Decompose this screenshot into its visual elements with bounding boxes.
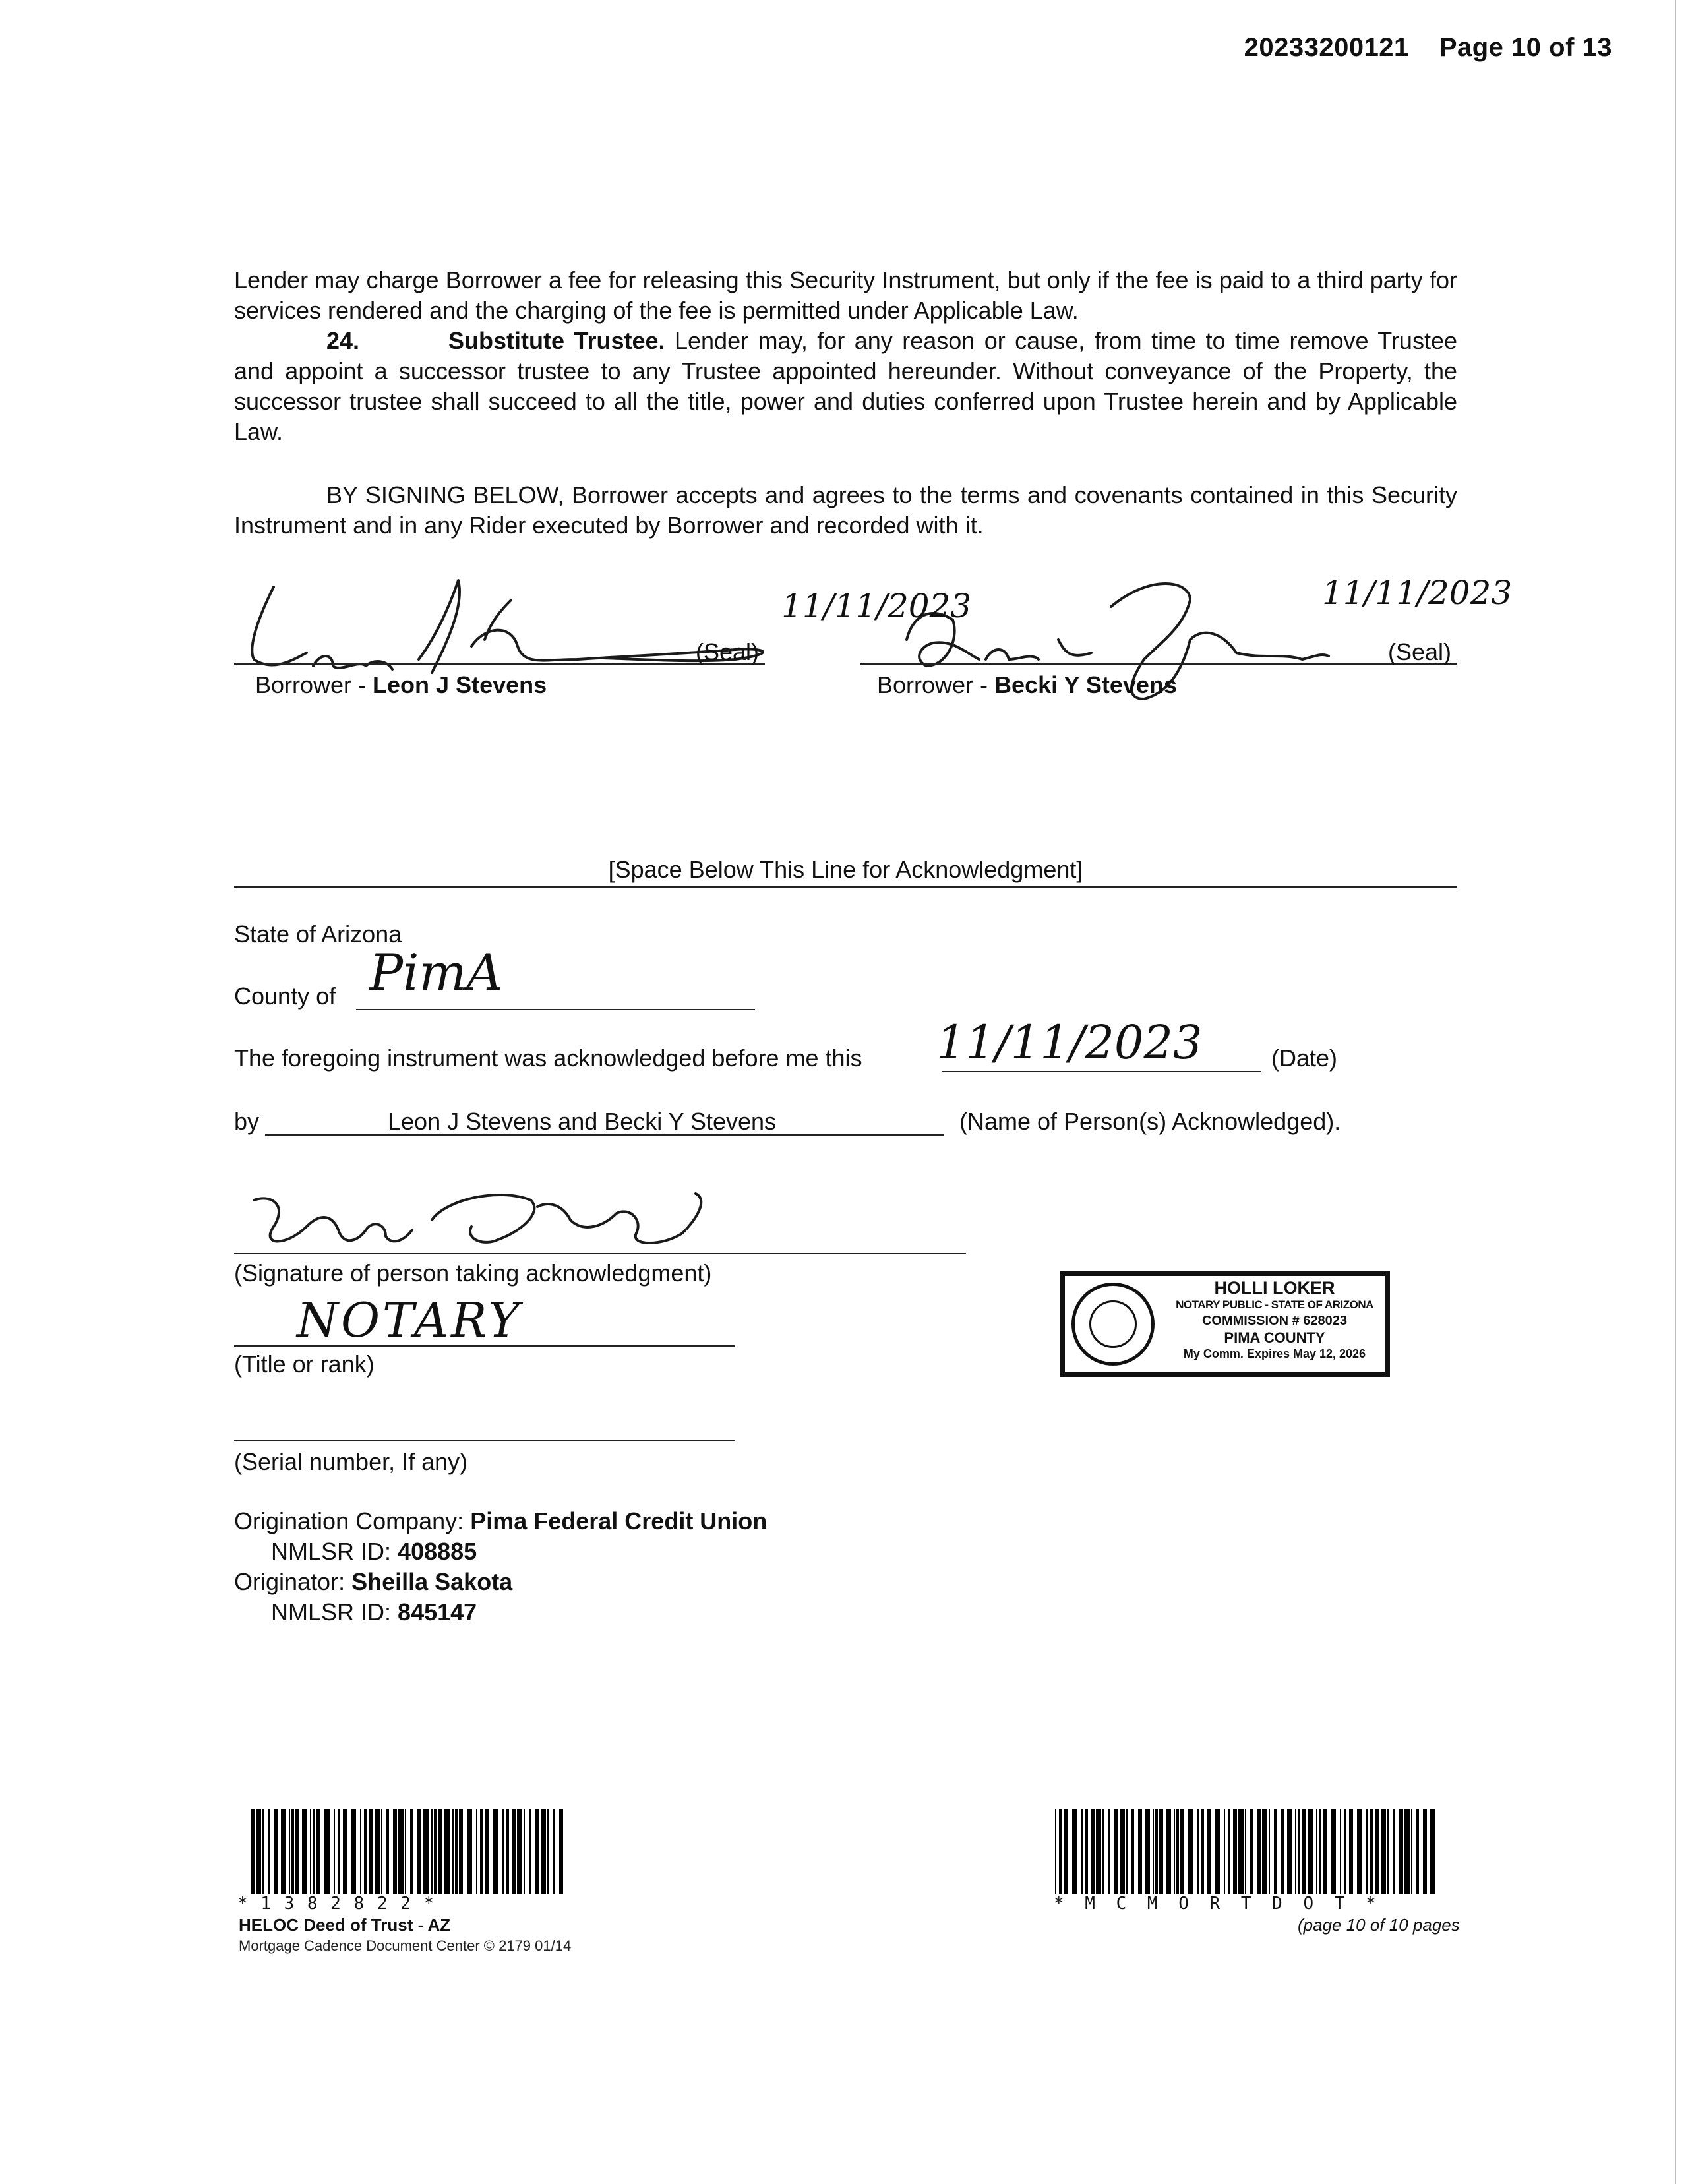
barcode-bar	[1331, 1809, 1336, 1894]
barcode-bar	[547, 1809, 549, 1894]
originator-nmlsr-id: 845147	[398, 1598, 477, 1625]
barcode-right-text: * M C M O R T D O T *	[1054, 1894, 1381, 1914]
notary-signature-handwritten	[234, 1174, 748, 1259]
barcode-bar	[1370, 1809, 1373, 1894]
barcode-bar	[1138, 1809, 1142, 1894]
barcode-bar	[455, 1809, 458, 1894]
barcode-bar	[535, 1809, 539, 1894]
barcode-bar	[1287, 1809, 1292, 1894]
barcode-bar	[343, 1809, 347, 1894]
barcode-left-text: * 1 3 8 2 8 2 2 *	[237, 1894, 436, 1914]
barcode-bar	[467, 1809, 472, 1894]
date-label: (Date)	[1271, 1045, 1338, 1072]
barcode-bar	[1269, 1809, 1270, 1894]
barcode-bar	[381, 1809, 382, 1894]
borrower2-label	[877, 671, 1177, 699]
barcode-bar	[1155, 1809, 1158, 1894]
barcode-bar	[1430, 1809, 1435, 1894]
section-number: 24.	[326, 327, 360, 354]
barcode-bar	[351, 1809, 356, 1894]
barcode-bar	[512, 1809, 516, 1894]
barcode-bar	[1120, 1809, 1125, 1894]
barcode-bar	[1197, 1809, 1199, 1894]
title-label: (Title or rank)	[234, 1350, 375, 1378]
barcode-bar	[1411, 1809, 1412, 1894]
serial-line	[234, 1440, 735, 1441]
borrower1-name: Leon J Stevens	[373, 671, 547, 698]
acknowledgment-divider: [Space Below This Line for Acknowledgment]	[608, 856, 1083, 883]
company-name: Pima Federal Credit Union	[470, 1507, 768, 1534]
barcode-bar	[1399, 1809, 1403, 1894]
barcode-bar	[1215, 1809, 1220, 1894]
barcode-bar	[369, 1809, 373, 1894]
company-nmlsr-label: NMLSR ID:	[271, 1538, 392, 1565]
origination-block	[234, 1506, 767, 1627]
barcode-right	[1055, 1809, 1437, 1894]
barcode-bar	[268, 1809, 270, 1894]
by-label: by	[234, 1108, 260, 1135]
barcode-bar	[364, 1809, 367, 1894]
barcode-bar	[480, 1809, 483, 1894]
barcode-bar	[541, 1809, 546, 1894]
barcode-bar	[405, 1809, 406, 1894]
barcode-bar	[274, 1809, 278, 1894]
barcode-bar	[1228, 1809, 1230, 1894]
barcode-bar	[1393, 1809, 1395, 1894]
state-line: State of Arizona	[234, 921, 402, 948]
barcode-bar	[485, 1809, 489, 1894]
barcode-bar	[1302, 1809, 1306, 1894]
county-handwritten: PimA	[369, 943, 503, 1002]
notary-title: NOTARY PUBLIC - STATE OF ARIZONA	[1176, 1298, 1373, 1311]
barcode-bar	[1131, 1809, 1134, 1894]
barcode-bar	[1091, 1809, 1095, 1894]
page-number: Page 10 of 13	[1439, 33, 1612, 62]
barcode-bar	[281, 1809, 286, 1894]
form-title: HELOC Deed of Trust - AZ	[239, 1915, 451, 1935]
barcode-bar	[302, 1809, 307, 1894]
document-number: 20233200121	[1244, 33, 1409, 62]
barcode-bar	[444, 1809, 450, 1894]
section-title: Substitute Trustee.	[448, 327, 665, 354]
barcode-bar	[1245, 1809, 1246, 1894]
barcode-bar	[506, 1809, 509, 1894]
persons-label: (Name of Person(s) Acknowledged).	[959, 1108, 1341, 1135]
borrower2-date-handwritten: 11/11/2023	[1322, 574, 1513, 612]
barcode-bar	[1257, 1809, 1261, 1894]
barcode-bar	[1281, 1809, 1284, 1894]
barcode-bar	[1081, 1809, 1083, 1894]
by-signing-text: BY SIGNING BELOW, Borrower accepts and agrees to the terms and covenants contained in this Security Instrument and in any Rider executed by Borrower and recorded with it.	[234, 481, 1457, 539]
barcode-bar	[1357, 1809, 1362, 1894]
barcode-bar	[1180, 1809, 1184, 1894]
barcode-bar	[375, 1809, 380, 1894]
barcode-bar	[1316, 1809, 1317, 1894]
barcode-bar	[1349, 1809, 1353, 1894]
notary-commission: COMMISSION # 628023	[1201, 1314, 1348, 1328]
barcode-bar	[386, 1809, 389, 1894]
borrower1-date-handwritten: 11/11/2023	[781, 587, 972, 625]
barcode-bar	[1274, 1809, 1277, 1894]
barcode-bar	[410, 1809, 413, 1894]
barcode-bar	[1108, 1809, 1110, 1894]
barcode-bar	[338, 1809, 340, 1894]
barcode-bar	[1102, 1809, 1104, 1894]
notary-expiry: My Comm. Expires May 12, 2026	[1183, 1347, 1366, 1360]
barcode-bar	[1059, 1809, 1062, 1894]
section-text: Lender may, for any reason or cause, from time to time remove Trustee and appoint a successor trustee to any Trustee appointed hereunder. Without conveyance of the Property, the successor trustee shall succeed to all the title, power and duties conferred upon Trustee herein and by Applicable Law.	[234, 327, 1457, 445]
barcode-bar	[1055, 1809, 1056, 1894]
barcode-bar	[1085, 1809, 1088, 1894]
page-note: (page 10 of 10 pages	[1298, 1915, 1460, 1935]
barcode-bar	[476, 1809, 477, 1894]
barcode-bar	[517, 1809, 522, 1894]
persons-acknowledged: Leon J Stevens and Becki Y Stevens	[388, 1108, 777, 1135]
barcode-bar	[1176, 1809, 1179, 1894]
barcode-bar	[1238, 1809, 1244, 1894]
borrower1-prefix: Borrower -	[255, 671, 367, 698]
barcode-bar	[1250, 1809, 1253, 1894]
borrower2-name: Becki Y Stevens	[994, 671, 1177, 698]
barcode-bar	[559, 1809, 563, 1894]
barcode-bar	[1381, 1809, 1386, 1894]
paragraph-release-fee: Lender may charge Borrower a fee for releasing this Security Instrument, but only if the fee is paid to a third party for services rendered and the charging of the fee is permitted under Applicable Law.	[234, 266, 1457, 324]
barcode-bar	[1423, 1809, 1427, 1894]
borrower1-label	[255, 671, 547, 699]
barcode-bar	[434, 1809, 437, 1894]
barcode-bar	[1375, 1809, 1379, 1894]
company-label: Origination Company:	[234, 1507, 464, 1534]
seal-label-2: (Seal)	[1388, 638, 1452, 665]
foregoing-label: The foregoing instrument was acknowledged before me this	[234, 1045, 862, 1072]
barcode-bar	[251, 1809, 255, 1894]
barcode-bar	[1159, 1809, 1163, 1894]
barcode-bar	[1174, 1809, 1175, 1894]
county-line	[356, 1009, 755, 1010]
barcode-bar	[1096, 1809, 1101, 1894]
notary-seal-icon	[1071, 1283, 1155, 1366]
barcode-bar	[1404, 1809, 1410, 1894]
borrower2-prefix: Borrower -	[877, 671, 988, 698]
barcode-bar	[452, 1809, 454, 1894]
barcode-bar	[1126, 1809, 1128, 1894]
paragraph-by-signing	[234, 480, 1457, 541]
originator-nmlsr-label: NMLSR ID:	[271, 1598, 392, 1625]
barcode-bar	[1201, 1809, 1204, 1894]
barcode-bar	[493, 1809, 498, 1894]
barcode-bar	[502, 1809, 504, 1894]
barcode-bar	[398, 1809, 404, 1894]
borrower-signature-block	[234, 561, 1513, 706]
acknowledgment-rule	[234, 886, 1457, 888]
barcode-bar	[423, 1809, 429, 1894]
barcode-bar	[1416, 1809, 1419, 1894]
notary-name: HOLLI LOKER	[1214, 1278, 1335, 1298]
county-label: County of	[234, 983, 336, 1010]
barcode-bar	[262, 1809, 264, 1894]
notary-signature-line	[234, 1253, 966, 1254]
barcode-bar	[1233, 1809, 1237, 1894]
company-nmlsr-id: 408885	[398, 1538, 477, 1565]
barcode-bar	[1145, 1809, 1150, 1894]
date-line	[942, 1071, 1261, 1072]
borrower1-signature-line	[234, 663, 765, 665]
barcode-bar	[1072, 1809, 1077, 1894]
form-source: Mortgage Cadence Document Center © 2179 01/14	[239, 1937, 572, 1954]
barcode-bar	[417, 1809, 421, 1894]
barcode-bar	[1224, 1809, 1225, 1894]
barcode-bar	[324, 1809, 330, 1894]
barcode-bar	[334, 1809, 335, 1894]
title-handwritten: NOTARY	[297, 1292, 522, 1348]
barcode-bar	[1340, 1809, 1341, 1894]
page-header	[1244, 33, 1612, 63]
notary-county: PIMA COUNTY	[1224, 1329, 1325, 1346]
barcode-bar	[1366, 1809, 1368, 1894]
barcode-bar	[1207, 1809, 1211, 1894]
notary-signature-label: (Signature of person taking acknowledgment)	[234, 1259, 712, 1287]
barcode-bar	[1262, 1809, 1267, 1894]
barcode-bar	[524, 1809, 525, 1894]
barcode-bar	[1308, 1809, 1313, 1894]
serial-label: (Serial number, If any)	[234, 1448, 468, 1475]
barcode-bar	[553, 1809, 555, 1894]
barcode-bar	[1323, 1809, 1327, 1894]
date-handwritten: 11/11/2023	[936, 1016, 1203, 1070]
notary-stamp	[1060, 1271, 1390, 1377]
barcode-bar	[459, 1809, 463, 1894]
barcode-left	[251, 1809, 567, 1894]
barcode-bar	[313, 1809, 315, 1894]
barcode-bar	[393, 1809, 397, 1894]
barcode-bar	[1153, 1809, 1154, 1894]
title-line	[234, 1345, 735, 1347]
notary-stamp-text	[1162, 1280, 1387, 1362]
barcode-bar	[256, 1809, 261, 1894]
barcode-bar	[1166, 1809, 1171, 1894]
page-edge	[1675, 0, 1676, 2184]
barcode-bar	[1064, 1809, 1068, 1894]
seal-label-1: (Seal)	[696, 638, 760, 665]
barcode-bar	[360, 1809, 361, 1894]
barcode-bar	[1344, 1809, 1346, 1894]
barcode-bar	[431, 1809, 433, 1894]
borrower2-signature-line	[860, 663, 1457, 665]
barcode-bar	[1295, 1809, 1296, 1894]
barcode-bar	[1298, 1809, 1300, 1894]
barcode-bar	[1319, 1809, 1321, 1894]
barcode-bar	[1114, 1809, 1118, 1894]
barcode-bar	[295, 1809, 299, 1894]
barcode-bar	[529, 1809, 531, 1894]
originator-label: Originator:	[234, 1568, 346, 1595]
paragraph-substitute-trustee	[234, 326, 1457, 447]
barcode-bar	[291, 1809, 294, 1894]
barcode-bar	[316, 1809, 320, 1894]
barcode-bar	[289, 1809, 290, 1894]
barcode-bar	[1387, 1809, 1389, 1894]
barcode-bar	[438, 1809, 442, 1894]
originator-name: Sheilla Sakota	[351, 1568, 513, 1595]
barcode-bar	[310, 1809, 311, 1894]
barcode-bar	[1188, 1809, 1193, 1894]
